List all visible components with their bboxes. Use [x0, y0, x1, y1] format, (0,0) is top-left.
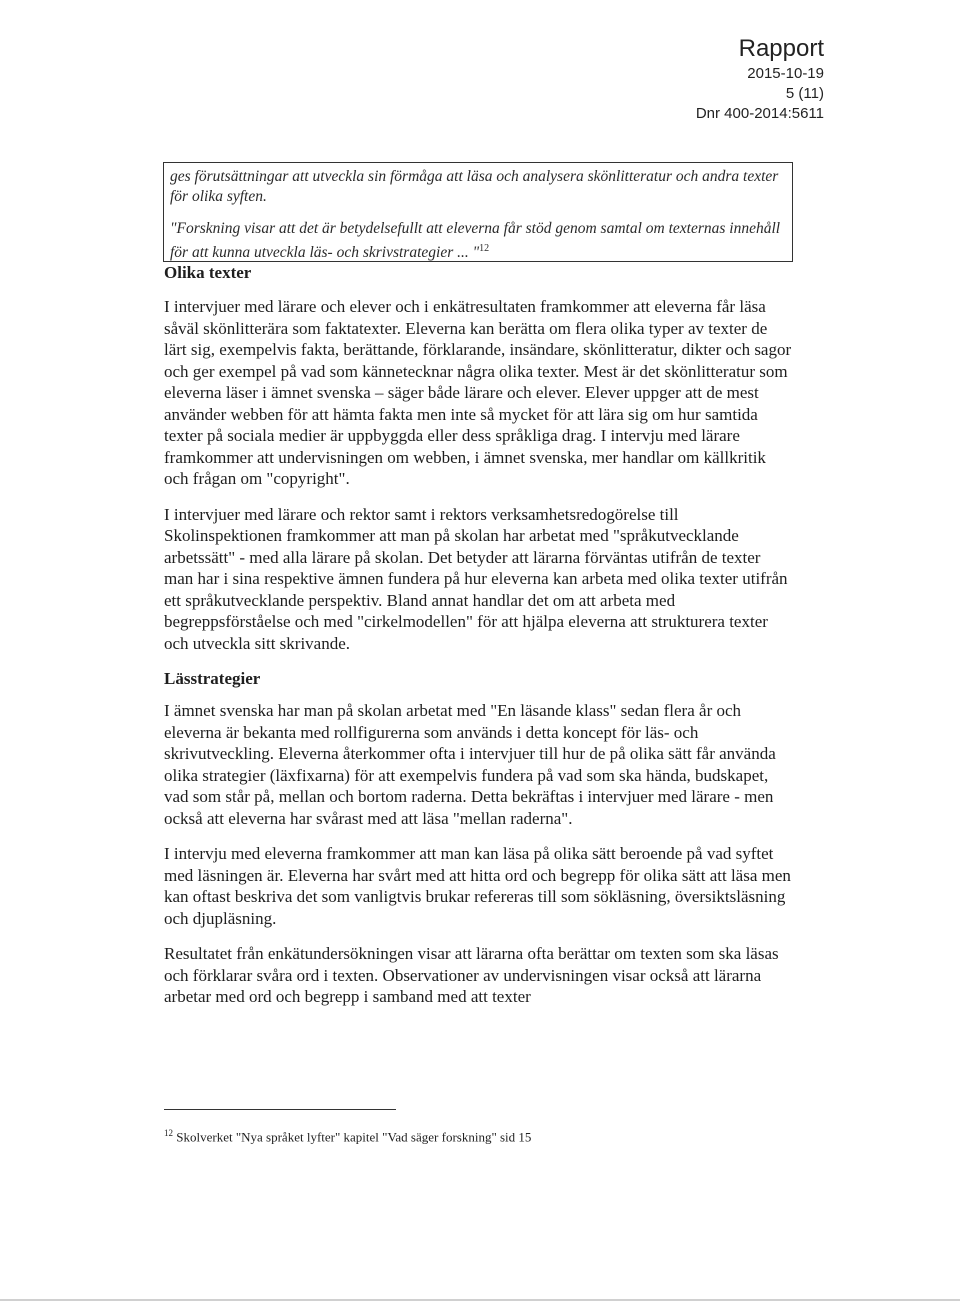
footnote: [164, 1124, 531, 1146]
body-paragraph: I intervju med eleverna framkommer att man kan läsa på olika sätt beroende på vad syftet med läsningen är. Eleverna har svårt med att hitta ord och begrepp för olika sätt att läsa men kan oftast beskriva det som vanligtvis brukar refereras till som sökläsning, översiktsläsning och djupläsning.: [164, 844, 791, 928]
report-date: 2015-10-19: [747, 65, 824, 82]
section-heading-olika-texter: Olika texter: [164, 263, 252, 282]
quote-paragraph: ges förutsättningar att utveckla sin förmåga att läsa och analysera skönlitteratur och andra texter för olika syften.: [170, 168, 779, 205]
body-paragraph: I intervjuer med lärare och rektor samt i rektors verksamhetsredogörelse till Skolinspektionen framkommer att man på skolan har arbetat med "språkutvecklande arbetssätt" - med alla lärare på skolan. Det betyder att lärarna förväntas utifrån de texter man har i sina respektive ämnen fundera på hur eleverna kan arbeta med olika texter utifrån ett språkutvecklande perspektiv. Bland annat handlar det om att arbeta med begreppsförståelse och med "cirkelmodellen" för att hjälpa eleverna att strukturera texter och utveckla sitt skrivande.: [164, 504, 788, 653]
quote-text: "Forskning visar att det är betydelsefullt att eleverna får stöd genom samtal om texternas innehåll för att kunna utveckla läs- och skrivstrategier ... ": [170, 220, 781, 262]
quote-box: [163, 162, 793, 262]
scan-edge-line: [0, 1299, 960, 1301]
footnote-reference: 12: [479, 243, 490, 254]
main-content: [164, 262, 792, 1022]
body-paragraph: Resultatet från enkätundersökningen visar att lärarna ofta berättar om texten som ska läsas och förklarar svåra ord i texten. Observationer av undervisningen visar också att lärarna arbetar med ord och begrepp i samband med att texter: [164, 944, 779, 1006]
footnote-text: Skolverket "Nya språket lyfter" kapitel "Vad säger forskning" sid 15: [176, 1129, 532, 1145]
body-paragraph: I intervjuer med lärare och elever och i enkätresultaten framkommer att eleverna får läsa såväl skönlitterära som faktatexter. Eleverna kan berätta om flera olika typer av texter de lärt sig, exempelvis fakta, berättande, förklarande, insändare, skönlitteratur, dikter och sagor och ger exempel på vad som kännetecknar några olika texter. Mest är det skönlitteratur som eleverna läser i ämnet svenska – säger både lärare och elever. Elever uppger att de mest använder webben för att hämta fakta men inte så mycket för att lära sig om hur samtida texter på sociala medier är uppbyggda eller dess språkliga drag. I intervju med lärare framkommer att undervisningen om webben, i ämnet svenska, mer handlar om källkritik och frågan om "copyright".: [164, 297, 792, 488]
section-heading-lasstrategier: Lässtrategier: [164, 669, 261, 688]
report-title: Rapport: [738, 35, 824, 62]
diary-number: Dnr 400-2014:5611: [695, 105, 824, 122]
document-header: [696, 34, 824, 124]
footnote-number: 12: [164, 1128, 173, 1138]
body-paragraph: I ämnet svenska har man på skolan arbetat med "En läsande klass" sedan flera år och eleverna är bekanta med rollfigurerna som används i detta koncept för läs- och skrivutveckling. Eleverna återkommer ofta i intervjuer till hur de på olika sätt får använda olika strategier (läxfixarna) för att exempelvis fundera på vad som ska hända, budskapet, vad som står på, mellan och bortom raderna. Detta bekräftas i intervjuer med lärare - men också att eleverna har svårast med att läsa "mellan raderna".: [164, 701, 776, 828]
quote-paragraph: [170, 219, 784, 263]
footnote-divider: [164, 1109, 396, 1110]
page-number: 5 (11): [785, 85, 824, 102]
